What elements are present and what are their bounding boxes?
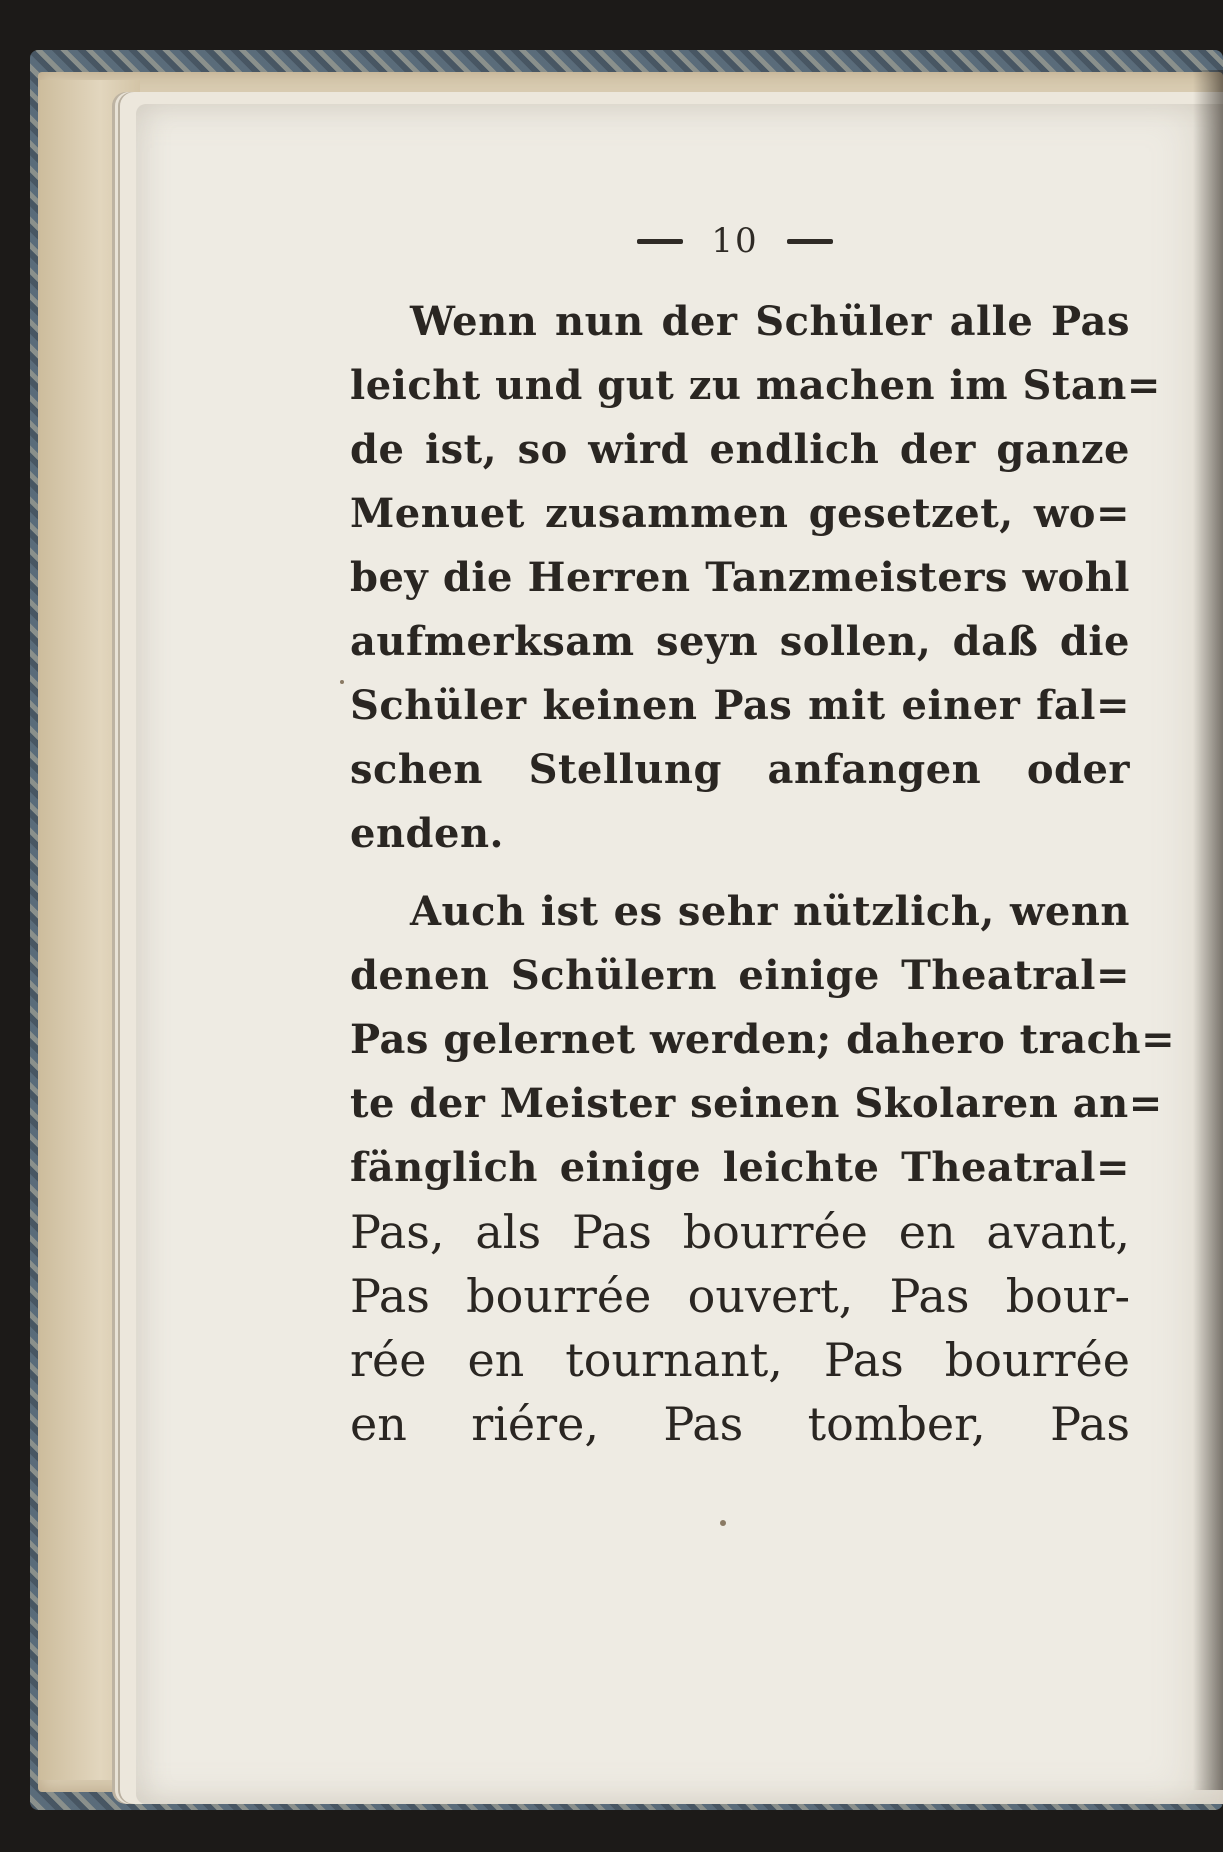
text-line: Wenn nun der Schüler alle Pas xyxy=(410,298,1130,345)
text-line: denen Schülern einige Theatral= xyxy=(350,952,1130,999)
page-number: 10 xyxy=(711,221,759,261)
text-line: Pas bourrée ouvert, Pas bour- xyxy=(350,1269,1130,1323)
text-line: en riére, Pas tomber, Pas xyxy=(350,1397,1130,1451)
text-line: Auch ist es sehr nützlich, wenn xyxy=(410,888,1130,935)
text-line: aufmerksam seyn sollen, daß die xyxy=(350,618,1130,665)
page-header xyxy=(610,216,860,266)
text-line: de ist, so wird endlich der ganze xyxy=(350,426,1130,473)
paper-speck xyxy=(340,680,344,684)
text-line: rée en tournant, Pas bourrée xyxy=(350,1333,1130,1387)
paper-speck xyxy=(720,1520,726,1526)
text-line: te der Meister seinen Skolaren an= xyxy=(350,1080,1163,1127)
text-line: Pas, als Pas bourrée en avant, xyxy=(350,1205,1130,1259)
text-line: Pas gelernet werden; dahero trach= xyxy=(350,1016,1176,1063)
body-text xyxy=(350,290,1176,1456)
text-line: leicht und gut zu machen im Stan= xyxy=(350,362,1161,409)
text-line: Menuet zusammen gesetzet, wo= xyxy=(350,490,1130,537)
gutter-shadow xyxy=(1193,70,1223,1790)
header-dash-right xyxy=(787,239,833,244)
paragraph-gap xyxy=(350,866,1130,880)
text-line: enden. xyxy=(350,810,504,857)
text-line: bey die Herren Tanzmeisters wohl xyxy=(350,554,1130,601)
text-line: Schüler keinen Pas mit einer fal= xyxy=(350,682,1130,729)
text-line: schen Stellung anfangen oder xyxy=(350,746,1130,793)
text-line: fänglich einige leichte Theatral= xyxy=(350,1144,1130,1191)
header-dash-left xyxy=(637,239,683,244)
